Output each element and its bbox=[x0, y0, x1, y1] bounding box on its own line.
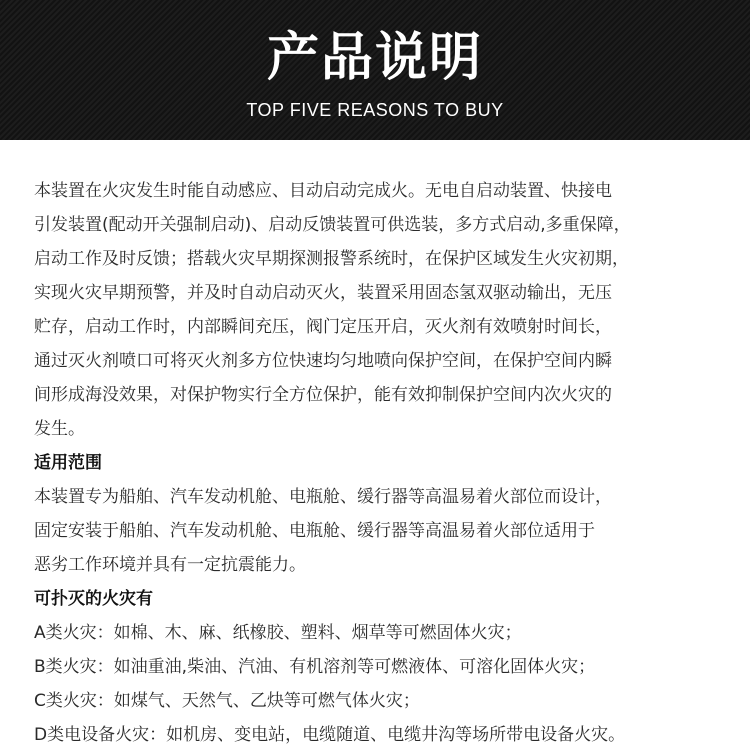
description-line: 通过灭火剂喷口可将灭火剂多方位快速均匀地喷向保护空间，在保护空间内瞬 bbox=[34, 351, 612, 371]
page-subtitle: TOP FIVE REASONS TO BUY bbox=[246, 100, 504, 120]
description-line: 发生。 bbox=[34, 419, 85, 439]
description-line: 间形成海没效果，对保护物实行全方位保护，能有效抑制保护空间内次火灾的 bbox=[34, 385, 612, 405]
description-line: 贮存，启动工作时，内部瞬间充压，阀门定压开启，灭火剂有效喷射时间长， bbox=[34, 317, 612, 337]
page-title: 产品说明 bbox=[266, 28, 483, 88]
description-line: 引发装置(配动开关强制启动)、启动反馈装置可供选装，多方式启动,多重保障， bbox=[34, 215, 631, 235]
description-line: 本装置在火灾发生时能自动感应、目动启动完成火。无电自启动装置、快接电 bbox=[34, 181, 612, 201]
scope-section bbox=[34, 446, 724, 582]
scope-line: 固定安装于船舶、汽车发动机舱、电瓶舱、缓行器等高温易着火部位适用于 bbox=[34, 521, 595, 541]
fire-classes-section bbox=[34, 582, 724, 752]
fire-classes-heading: 可扑灭的火灾有 bbox=[34, 589, 153, 609]
fire-class-a: A类火灾：如棉、木、麻、纸橡胶、塑料、烟草等可燃固体火灾； bbox=[34, 623, 522, 643]
product-description bbox=[34, 174, 724, 752]
header-banner bbox=[0, 0, 750, 140]
fire-class-c: C类火灾：如煤气、天然气、乙炔等可燃气体火灾； bbox=[34, 691, 420, 711]
fire-class-d: D类电设备火灾：如机房、变电站，电缆随道、电缆井沟等场所带电设备火灾。 bbox=[34, 725, 626, 745]
description-line: 实现火灾早期预警，并及时自动启动灭火，装置采用固态氢双驱动输出，无压 bbox=[34, 283, 612, 303]
scope-heading: 适用范围 bbox=[34, 453, 102, 473]
scope-line: 本装置专为船舶、汽车发动机舱、电瓶舱、缓行器等高温易着火部位而设计， bbox=[34, 487, 612, 507]
fire-class-b: B类火灾：如油重油,柴油、汽油、有机溶剂等可燃液体、可溶化固体火灾； bbox=[34, 657, 596, 677]
scope-line: 恶劣工作环境并具有一定抗震能力。 bbox=[34, 555, 306, 575]
description-line: 启动工作及时反馈；搭载火灾早期探测报警系统时，在保护区域发生火灾初期， bbox=[34, 249, 629, 269]
description-paragraph bbox=[34, 174, 724, 446]
